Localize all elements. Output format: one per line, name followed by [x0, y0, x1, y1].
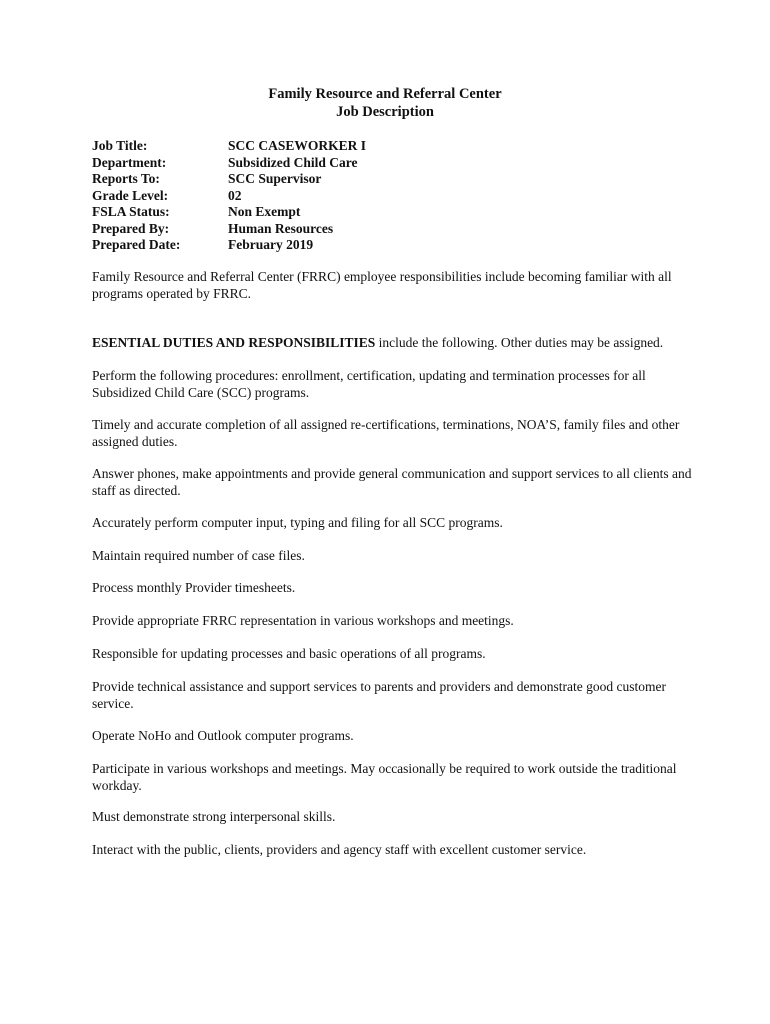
duty-paragraph: Process monthly Provider timesheets.	[92, 580, 296, 595]
duty-paragraph: Perform the following procedures: enrollment, certification, updating and termination processes for all Subsidized Child Care (SCC) programs.	[92, 368, 646, 400]
meta-value: SCC Supervisor	[228, 171, 322, 186]
meta-row-grade-level	[92, 188, 366, 205]
organization-title: Family Resource and Referral Center	[268, 86, 502, 102]
meta-label: Job Title:	[92, 138, 148, 153]
meta-value: February 2019	[228, 237, 314, 252]
meta-label: Reports To:	[92, 171, 160, 186]
duty-paragraph: Accurately perform computer input, typing and filing for all SCC programs.	[92, 515, 503, 530]
duty-paragraph: Responsible for updating processes and basic operations of all programs.	[92, 646, 486, 661]
meta-row-department	[92, 155, 366, 172]
duties-heading-bold: ESENTIAL DUTIES AND RESPONSIBILITIES	[92, 335, 376, 350]
duty-paragraph: Timely and accurate completion of all assigned re-certifications, terminations, NOA’S, family files and other assigned duties.	[92, 417, 680, 449]
duty-paragraph: Provide technical assistance and support services to parents and providers and demonstrate good customer service.	[92, 679, 666, 711]
intro-paragraph: Family Resource and Referral Center (FRRC) employee responsibilities include becoming familiar with all programs operated by FRRC.	[92, 269, 672, 301]
job-meta-table	[92, 138, 366, 254]
duty-paragraph: Operate NoHo and Outlook computer programs.	[92, 728, 354, 743]
meta-label: Prepared Date:	[92, 237, 181, 252]
meta-row-fsla-status	[92, 204, 366, 221]
meta-label: Grade Level:	[92, 187, 169, 203]
meta-value: Non Exempt	[228, 204, 301, 219]
meta-label: FSLA Status:	[92, 204, 170, 219]
duties-heading	[92, 335, 692, 352]
duty-paragraph: Maintain required number of case files.	[92, 548, 305, 563]
document-title-block	[0, 85, 770, 121]
meta-row-prepared-date	[92, 237, 366, 254]
duty-paragraph: Provide appropriate FRRC representation in various workshops and meetings.	[92, 613, 514, 628]
document-type-title: Job Description	[336, 104, 434, 120]
duty-paragraph: Answer phones, make appointments and provide general communication and support services to all clients and staff as directed.	[92, 466, 692, 498]
meta-value: Human Resources	[228, 220, 334, 236]
meta-label: Prepared By:	[92, 220, 170, 236]
meta-label: Department:	[92, 154, 167, 170]
meta-row-prepared-by	[92, 221, 366, 238]
meta-row-job-title	[92, 138, 366, 155]
meta-value: Subsidized Child Care	[228, 154, 358, 170]
meta-row-reports-to	[92, 171, 366, 188]
meta-value: SCC CASEWORKER I	[228, 138, 367, 153]
meta-value: 02	[228, 187, 242, 203]
duty-paragraph: Participate in various workshops and meetings. May occasionally be required to work outside the traditional workday.	[92, 761, 677, 793]
duty-paragraph: Interact with the public, clients, providers and agency staff with excellent customer service.	[92, 842, 587, 857]
duty-paragraph: Must demonstrate strong interpersonal skills.	[92, 809, 336, 824]
duties-heading-rest: include the following. Other duties may be assigned.	[375, 335, 664, 350]
